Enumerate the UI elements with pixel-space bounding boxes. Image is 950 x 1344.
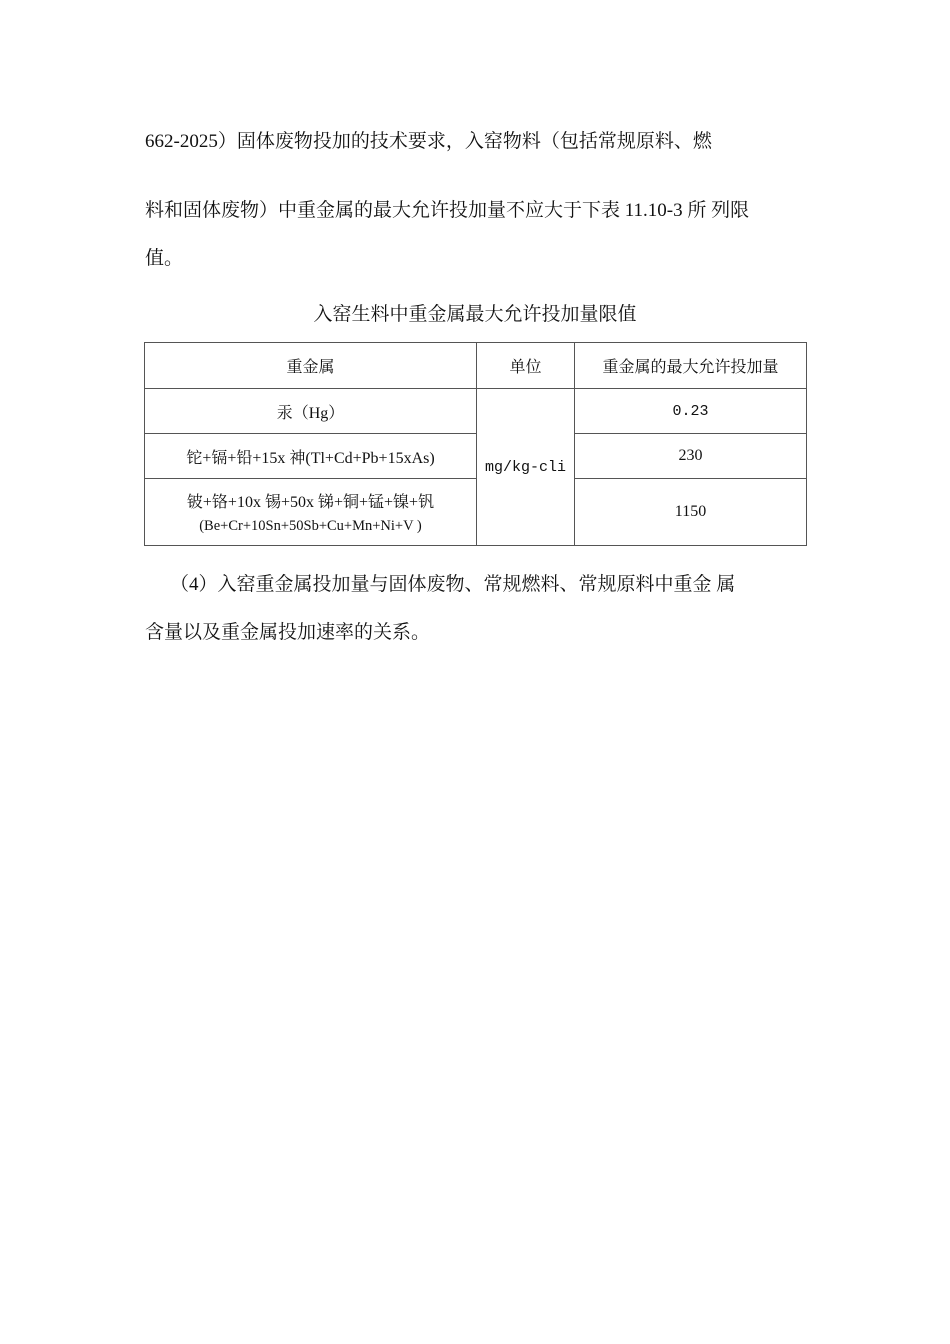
value-cell: 1150 [575,479,807,546]
table-caption: 入窑生料中重金属最大允许投加量限值 [313,304,637,325]
metal-cell [145,479,477,546]
table-row [145,479,807,546]
metal-name: 铍+铬+10x 锡+50x 锑+铜+锰+镍+钒 [186,494,435,511]
table-row [145,389,807,434]
table-row [145,434,807,479]
paragraph-2-line-2: 含量以及重金属投加速率的关系。 [145,622,431,643]
table-header-row [145,343,807,389]
header-unit: 单位 [477,343,575,389]
value-cell: 230 [575,434,807,479]
header-metal: 重金属 [145,343,477,389]
metal-formula: (Be+Cr+10Sn+50Sb+Cu+Mn+Ni+V ) [199,518,422,534]
paragraph-1-line-3: 值。 [145,248,184,269]
metal-cell: 铊+镉+铅+15x 神(Tl+Cd+Pb+15xAs) [145,434,477,479]
header-max-limit: 重金属的最大允许投加量 [575,343,807,389]
metal-cell: 汞（Hg） [145,389,477,434]
unit-cell: mg/kg-cli [477,389,575,546]
paragraph-2-line-1: （4）入窑重金属投加量与固体废物、常规燃料、常规原料中重金 属 [170,574,736,595]
paragraph-1-line-2: 料和固体废物）中重金属的最大允许投加量不应大于下表 11.10-3 所 列限 [145,200,750,221]
value-cell: 0.23 [575,389,807,434]
heavy-metal-limits-table [144,342,807,546]
paragraph-1-line-1: 662-2025）固体废物投加的技术要求，入窑物料（包括常规原料、燃 [145,131,712,152]
